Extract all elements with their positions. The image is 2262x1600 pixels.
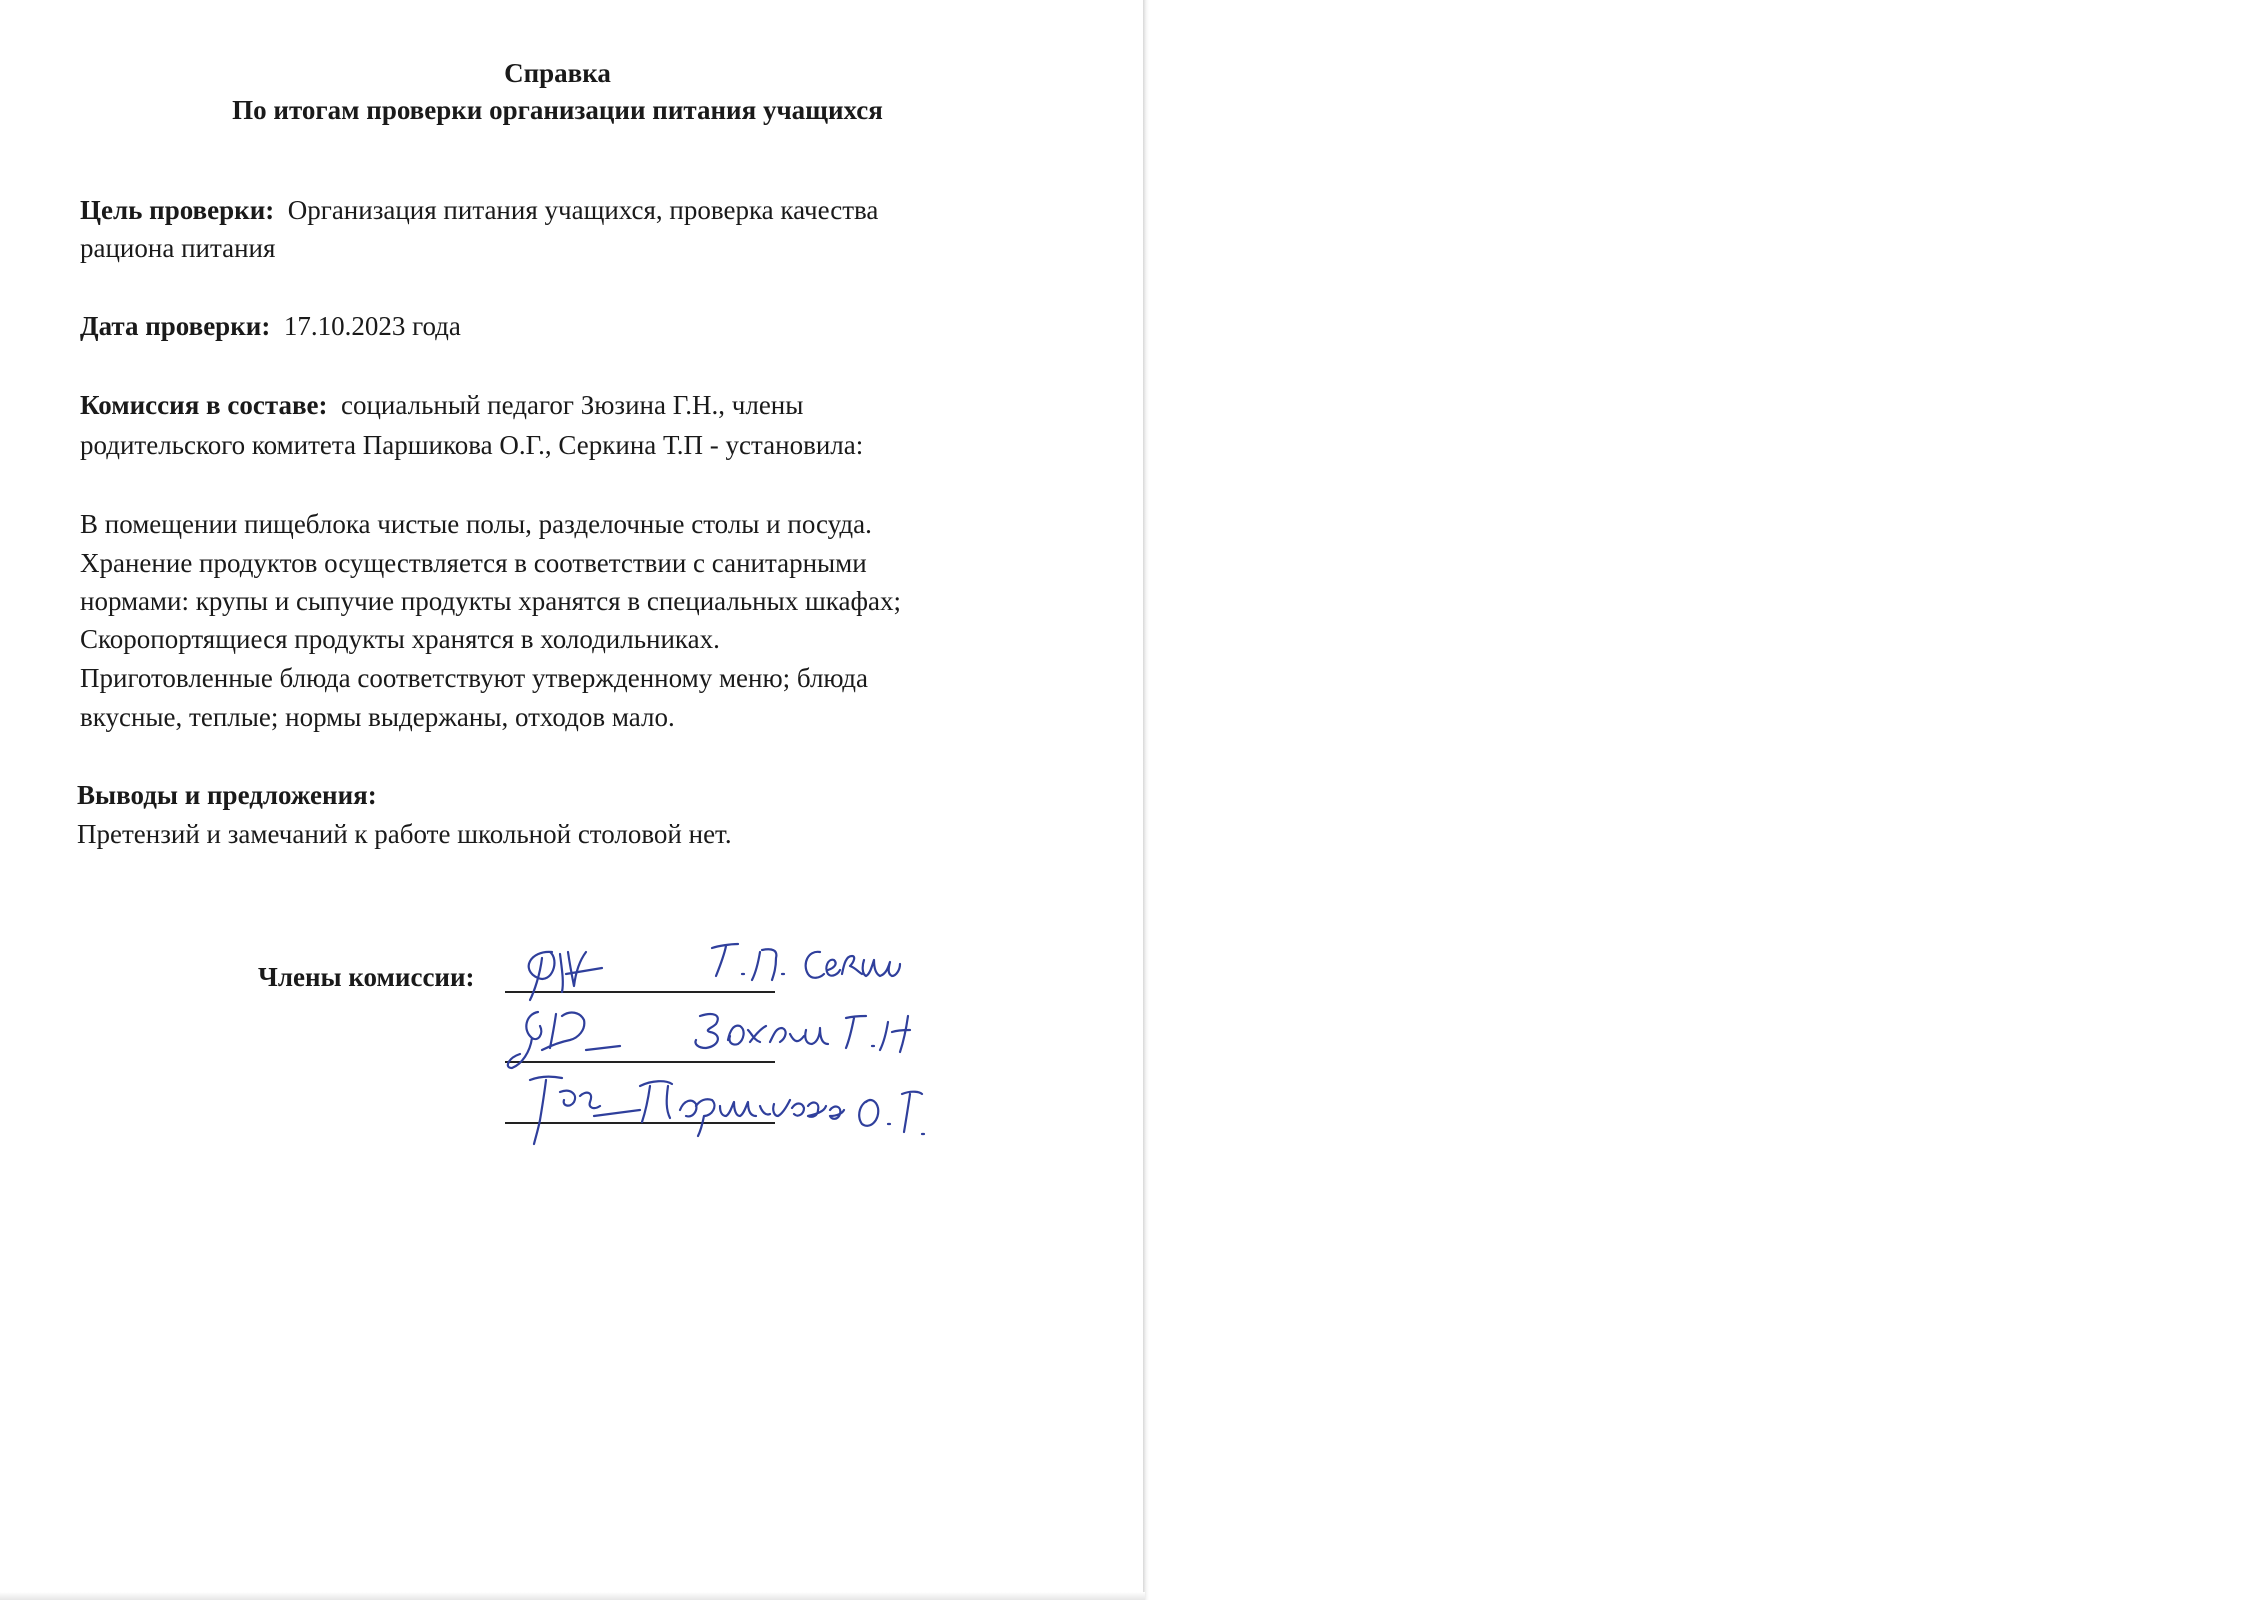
findings-line-5: Приготовленные блюда соответствуют утвержденному меню; блюда <box>80 663 868 693</box>
commission-line-1 <box>80 386 803 424</box>
handwritten-signatures <box>490 930 1070 1170</box>
scan-page-edge <box>1143 0 1149 1600</box>
signature-scribble-1 <box>529 952 602 1000</box>
date-label: Дата проверки: <box>80 311 271 341</box>
handwritten-name-2 <box>695 1014 910 1052</box>
date-line <box>80 307 461 345</box>
handwritten-name-3 <box>640 1081 924 1136</box>
commission-label: Комиссия в составе: <box>80 390 328 420</box>
findings-line-3: нормами: крупы и сыпучие продукты хранятся в специальных шкафах; <box>80 586 901 616</box>
signatures-label: Члены комиссии: <box>258 962 475 992</box>
document-subtitle: По итогам проверки организации питания учащихся <box>232 95 883 125</box>
handwritten-name-1 <box>712 944 900 980</box>
commission-text-2: родительского комитета Паршикова О.Г., Серкина Т.П - установила: <box>80 430 864 460</box>
findings-line-6: вкусные, теплые; нормы выдержаны, отходов мало. <box>80 702 675 732</box>
date-value: 17.10.2023 года <box>283 311 461 341</box>
document-title: Справка <box>504 58 611 88</box>
commission-text-1: социальный педагог Зюзина Г.Н., члены <box>341 390 804 420</box>
scan-bottom-edge <box>0 1592 1145 1600</box>
conclusions-text: Претензий и замечаний к работе школьной столовой нет. <box>77 819 732 849</box>
findings-line-4: Скоропортящиеся продукты хранятся в холодильниках. <box>80 624 720 654</box>
findings-line-2: Хранение продуктов осуществляется в соответствии с санитарными <box>80 548 867 578</box>
signature-scribble-2 <box>508 1012 620 1068</box>
purpose-label: Цель проверки: <box>80 195 275 225</box>
purpose-line-1 <box>80 191 878 229</box>
findings-line-1: В помещении пищеблока чистые полы, разделочные столы и посуда. <box>80 509 872 539</box>
purpose-text-2: рациона питания <box>80 233 276 263</box>
signature-scribble-3 <box>530 1077 640 1144</box>
conclusions-label: Выводы и предложения: <box>77 780 377 810</box>
purpose-text-1: Организация питания учащихся, проверка качества <box>287 195 879 225</box>
